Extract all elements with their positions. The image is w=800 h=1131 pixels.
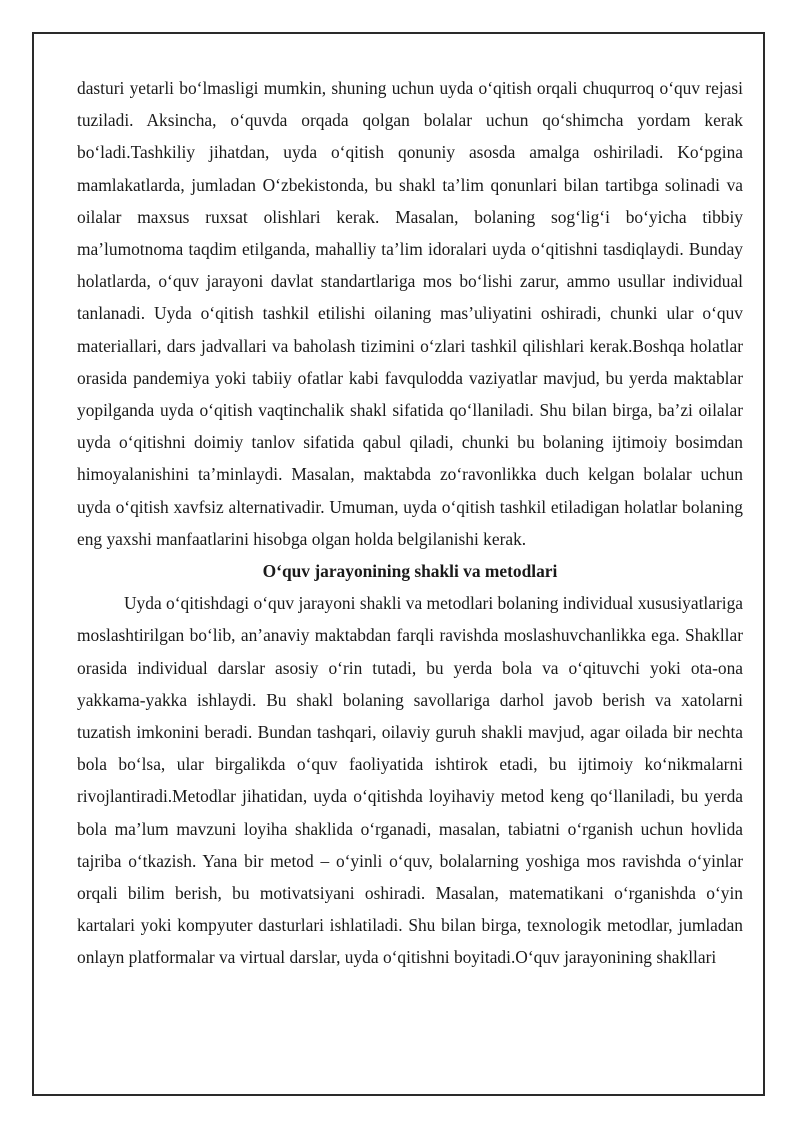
document-body [77, 72, 743, 974]
section-heading: O‘quv jarayonining shakli va metodlari [262, 561, 558, 582]
body-paragraph: dasturi yetarli bo‘lmasligi mumkin, shuning uchun uyda o‘qitish orqali chuqurroq o‘quv rejasi tuziladi. Aksincha, o‘quvda orqada qolgan bolalar uchun qo‘shimcha yordam kerak bo‘ladi.Tashkiliy jihatdan, uyda o‘qitish qonuniy asosda amalga oshiriladi. Ko‘pgina mamlakatlarda, jumladan O‘zbekistonda, bu shakl ta’lim qonunlari bilan tartibga solinadi va oilalar maxsus ruxsat olishlari kerak. Masalan, bolaning sog‘lig‘i bo‘yicha tibbiy ma’lumotnoma taqdim etilganda, mahalliy ta’lim idoralari uyda o‘qitishni tasdiqlaydi. Bunday holatlarda, o‘quv jarayoni davlat standartlariga mos bo‘lishi zarur, ammo usullar individual tanlanadi. Uyda o‘qitish tashkil etilishi oilaning mas’uliyatini oshiradi, chunki ular o‘quv materiallari, dars jadvallari va baholash tizimini o‘zlari tashkil qilishlari kerak.Boshqa holatlar orasida pandemiya yoki tabiiy ofatlar kabi favqulodda vaziyatlar mavjud, bu yerda maktablar yopilganda uyda o‘qitish vaqtinchalik shakl sifatida qo‘llaniladi. Shu bilan birga, ba’zi oilalar uyda o‘qitishni doimiy tanlov sifatida qabul qiladi, chunki bu bolaning ijtimoiy bosimdan himoyalanishini ta’minlaydi. Masalan, maktabda zo‘ravonlikka duch kelgan bolalar uchun uyda o‘qitish xavfsiz alternativadir. Umuman, uyda o‘qitish tashkil etiladigan holatlar bolaning eng yaxshi manfaatlarini hisobga olgan holda belgilanishi kerak. [77, 78, 743, 549]
body-paragraph: Uyda o‘qitishdagi o‘quv jarayoni shakli va metodlari bolaning individual xususiyatlariga moslashtirilgan bo‘lib, an’anaviy maktabdan farqli ravishda moslashuvchanlikka ega. Shakllar orasida individual darslar asosiy o‘rin tutadi, bu yerda bola va o‘qituvchi yoki ota-ona yakkama-yakka ishlaydi. Bu shakl bolaning savollariga darhol javob berish va xatolarni tuzatish imkonini beradi. Bundan tashqari, oilaviy guruh shakli mavjud, agar oilada bir nechta bola bo‘lsa, ular birgalikda o‘quv faoliyatida ishtirok etadi, bu ijtimoiy ko‘nikmalarni rivojlantiradi.Metodlar jihatidan, uyda o‘qitishda loyihaviy metod keng qo‘llaniladi, bu yerda bola ma’lum mavzuni loyiha shaklida o‘rganadi, masalan, tabiatni o‘rganish uchun hovlida tajriba o‘tkazish. Yana bir metod – o‘yinli o‘quv, bolalarning yoshiga mos ravishda o‘yinlar orqali bilim berish, bu motivatsiyani oshiradi. Masalan, matematikani o‘rganishda o‘yin kartalari yoki kompyuter dasturlari ishlatiladi. Shu bilan birga, texnologik metodlar, jumladan onlayn platformalar va virtual darslar, uyda o‘qitishni boyitadi.O‘quv jarayonining shakllari [77, 593, 743, 968]
